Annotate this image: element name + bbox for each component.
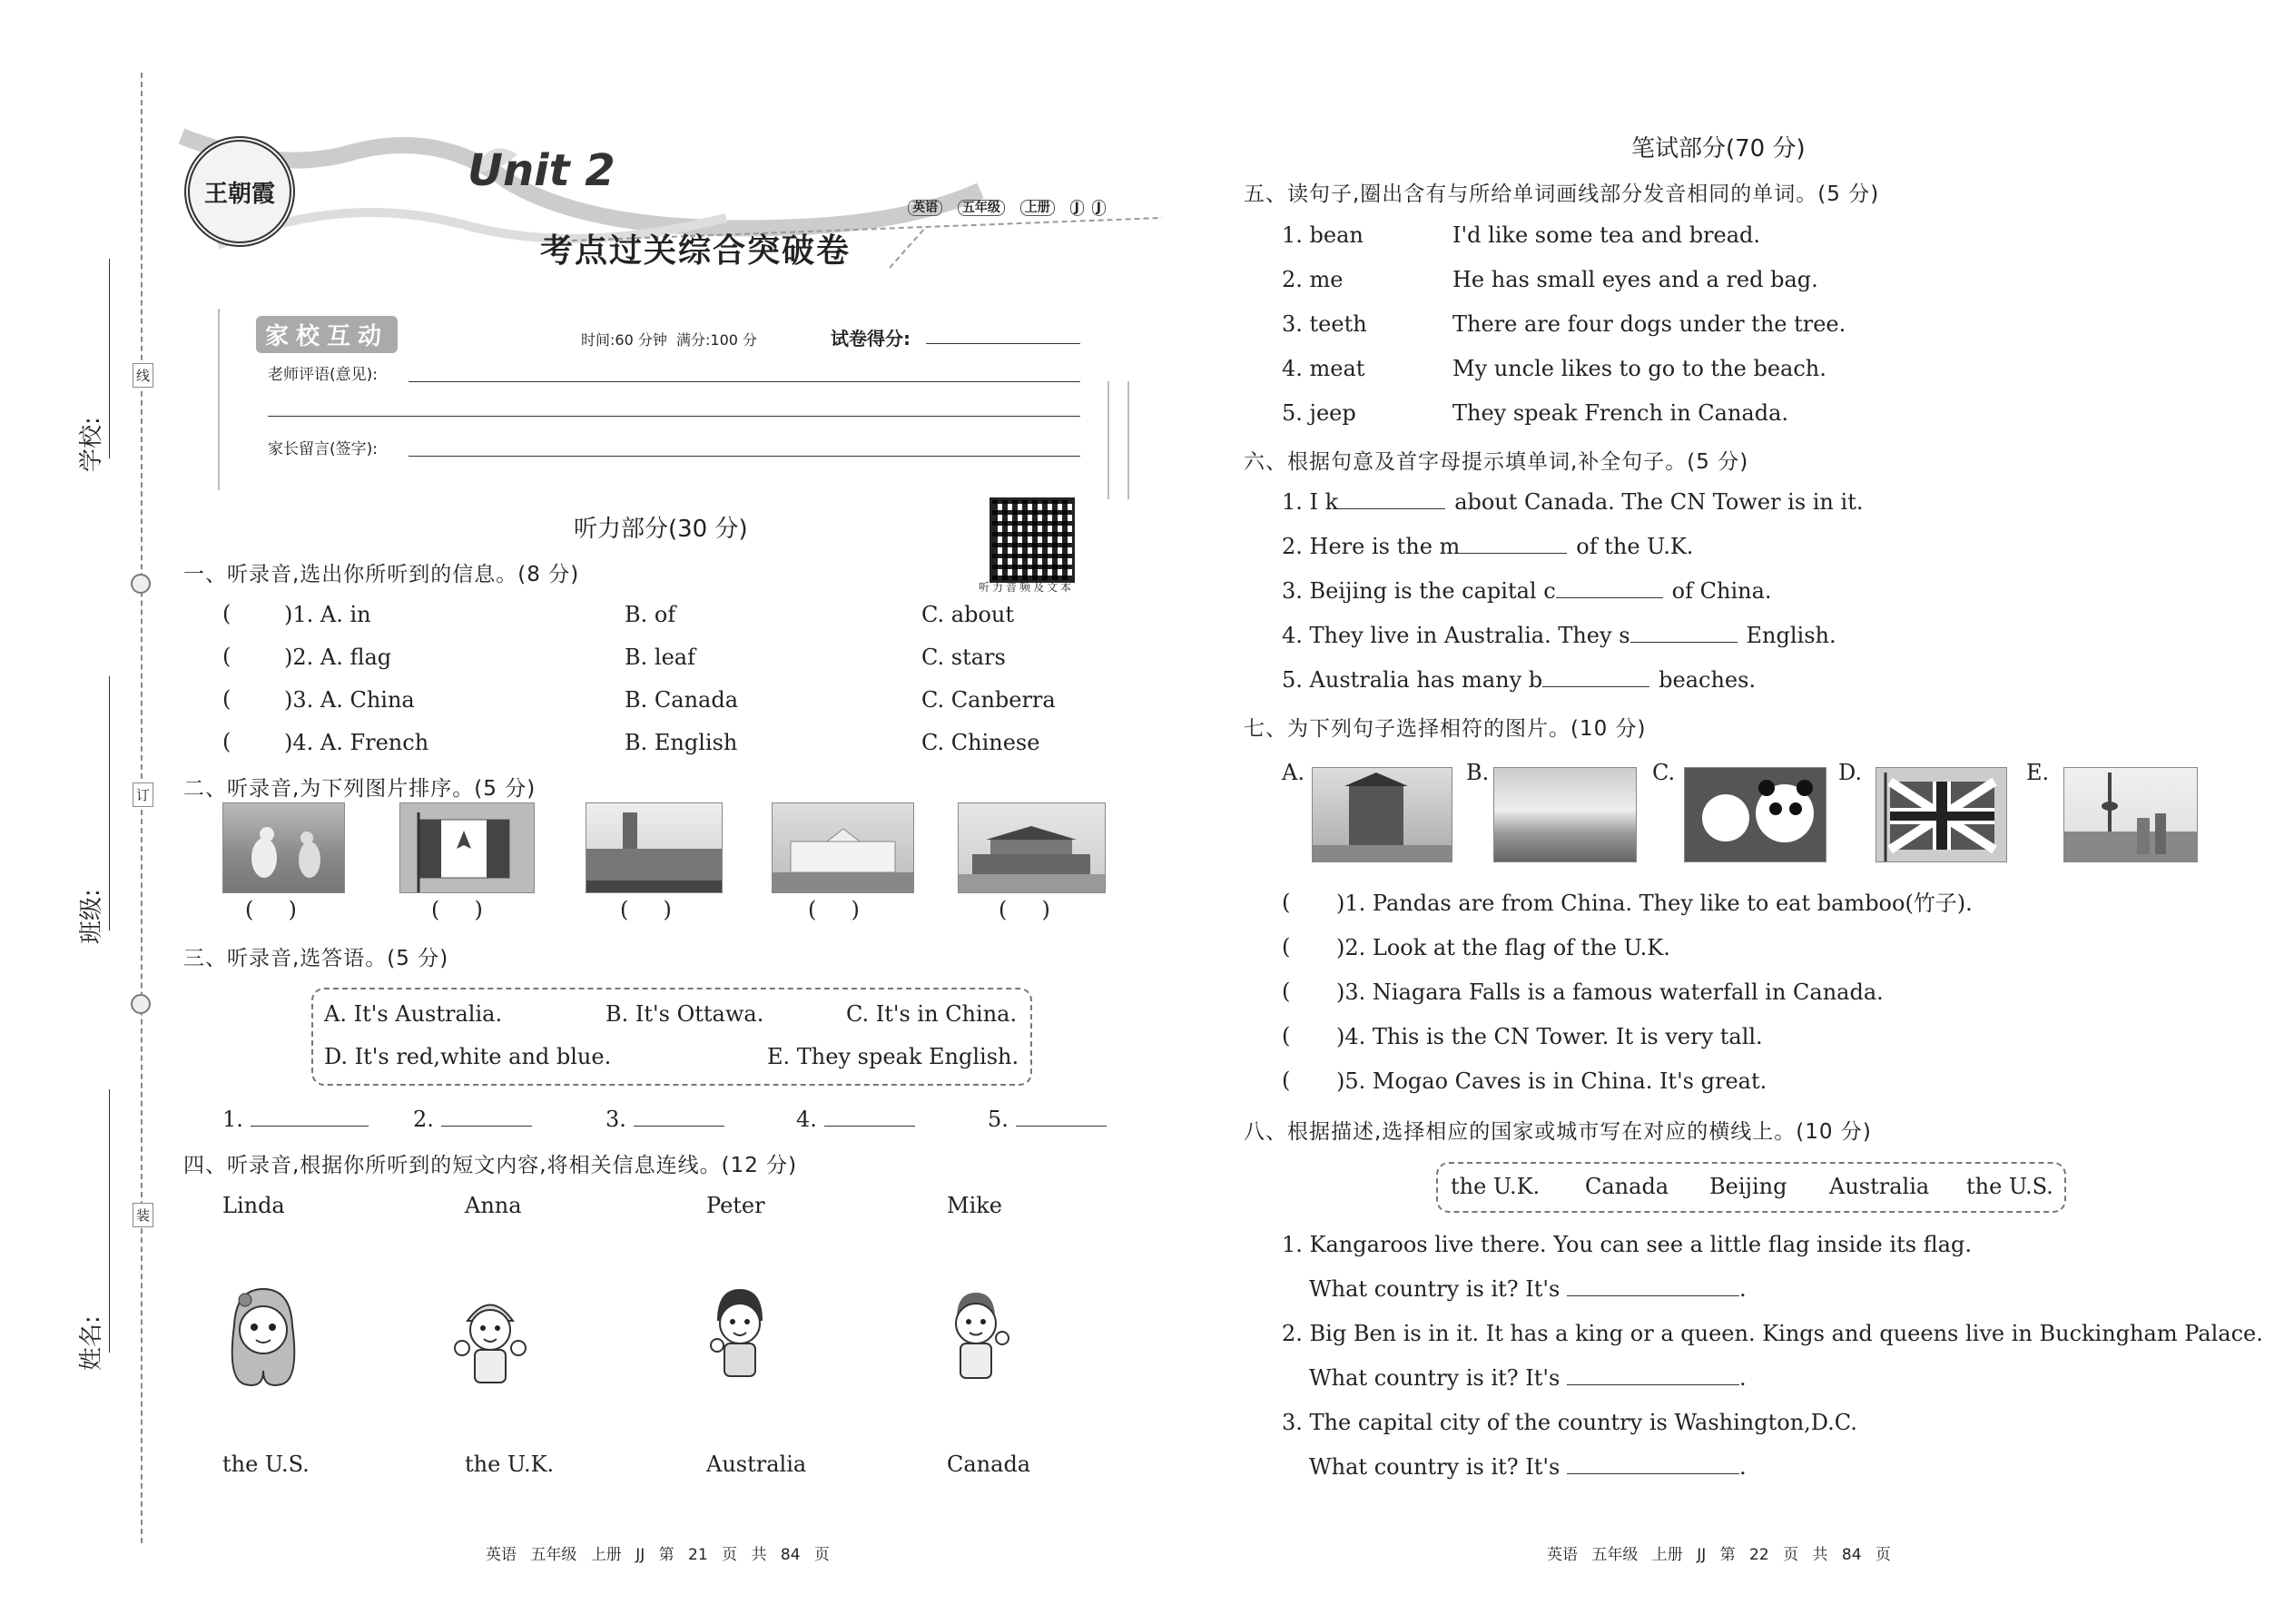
listening-title: 听力部分(30 分)	[574, 516, 748, 543]
parent-comment-label: 家长留言(签字):	[268, 440, 378, 458]
tag-grade: 五年级	[958, 200, 1005, 216]
mogao-caves-photo	[1312, 767, 1452, 862]
picture-label: D.	[1838, 760, 1863, 785]
class-line	[109, 676, 110, 930]
answer-bracket[interactable]: ( )	[808, 897, 860, 922]
s3-option-c: C. It's in China.	[846, 1001, 1018, 1027]
tag-edition-1: J	[1070, 200, 1084, 216]
name-line	[109, 1089, 110, 1353]
s5-word: 1. bean	[1282, 222, 1364, 248]
qr-code-icon[interactable]	[989, 497, 1075, 583]
bind-char: 订	[133, 782, 153, 807]
white-house-photo	[772, 802, 914, 893]
binding-hole-icon	[131, 574, 151, 594]
s6-row	[1282, 577, 1772, 605]
s1-option-b: B. English	[625, 730, 738, 755]
girl-linda-icon	[218, 1280, 309, 1389]
person-name: Linda	[222, 1193, 285, 1218]
s8-option: Australia	[1829, 1174, 1930, 1199]
home-school-label: 家校互动	[256, 316, 398, 353]
s6-suffix: beaches.	[1659, 667, 1757, 693]
s2-heading: 二、听录音,为下列图片排序。(5 分)	[183, 777, 537, 801]
pack-char: 装	[133, 1203, 153, 1227]
score-field[interactable]	[926, 343, 1080, 344]
s1-option-c: C. stars	[921, 645, 1006, 670]
logo-seal-icon	[184, 136, 295, 247]
s6-blank[interactable]	[1630, 622, 1738, 643]
s7-sentence: )1. Pandas are from China. They like to eat bamboo(竹子).	[1336, 891, 1973, 916]
s6-suffix: of the U.K.	[1576, 534, 1694, 559]
s8-option: Canada	[1585, 1174, 1669, 1199]
s8-answer-row: What country is it? It's .	[1309, 1454, 1747, 1480]
s6-suffix: English.	[1746, 623, 1836, 648]
s7-heading: 七、为下列句子选择相符的图片。(10 分)	[1244, 717, 1647, 741]
teacher-comment-field[interactable]	[409, 381, 1080, 382]
s8-option: the U.S.	[1966, 1174, 2053, 1199]
school-line	[109, 259, 110, 458]
s1-option-a: )3. A. China	[284, 687, 415, 713]
s1-heading: 一、听录音,选出你所听到的信息。(8 分)	[183, 563, 580, 586]
country-name: the U.K.	[465, 1452, 555, 1477]
blank-number: 3.	[605, 1107, 626, 1132]
footer-left: 英语 五年级 上册 JJ 第 21 页 共 84 页	[486, 1546, 830, 1564]
country-name: the U.S.	[222, 1452, 310, 1477]
tag-subject: 英语	[908, 200, 942, 216]
answer-bracket[interactable]: (	[222, 644, 231, 669]
parent-comment-field[interactable]	[409, 456, 1080, 457]
picture-label: C.	[1652, 760, 1676, 785]
picture-label: E.	[2026, 760, 2050, 785]
s5-sentence[interactable]: My uncle likes to go to the beach.	[1452, 356, 1826, 381]
s5-word: 4. meat	[1282, 356, 1365, 381]
s8-heading: 八、根据描述,选择相应的国家或城市写在对应的横线上。(10 分)	[1244, 1120, 1872, 1144]
writing-title: 笔试部分(70 分)	[1631, 135, 1806, 162]
s7-sentence: )2. Look at the flag of the U.K.	[1336, 935, 1670, 960]
s8-answer-row: What country is it? It's .	[1309, 1276, 1747, 1302]
cn-tower-photo	[2063, 767, 2198, 862]
s3-blank[interactable]	[222, 1106, 369, 1133]
book-tags	[908, 198, 1106, 216]
tag-edition-2: J	[1092, 200, 1106, 216]
s3-option-d: D. It's red,white and blue.	[324, 1044, 612, 1069]
s3-option-e: E. They speak English.	[767, 1044, 1019, 1069]
country-name: Australia	[706, 1452, 807, 1477]
tiananmen-photo	[958, 802, 1106, 893]
answer-bracket[interactable]: ( )	[620, 897, 672, 922]
blank-number: 4.	[796, 1107, 817, 1132]
big-ben-photo	[586, 802, 723, 893]
s8-question: 2. Big Ben is in it. It has a king or a queen. Kings and queens live in Buckingham Palace.	[1282, 1321, 2263, 1346]
s1-option-c: C. Chinese	[921, 730, 1040, 755]
kangaroo-photo	[222, 802, 345, 893]
s1-option-b: B. of	[625, 602, 676, 627]
s6-row	[1282, 488, 1863, 516]
binding-dashed-line	[141, 73, 143, 1543]
s6-prefix: 2. Here is the m	[1282, 534, 1461, 559]
deco-lines-left	[218, 309, 256, 490]
country-name: Canada	[947, 1452, 1031, 1477]
blank-number: 2.	[413, 1107, 434, 1132]
deco-lines-right	[1108, 381, 1129, 499]
s8-question: 1. Kangaroos live there. You can see a little flag inside its flag.	[1282, 1232, 1972, 1257]
s1-option-b: B. Canada	[625, 687, 739, 713]
s5-sentence[interactable]: There are four dogs under the tree.	[1452, 311, 1846, 337]
s7-sentence: )4. This is the CN Tower. It is very tall.	[1336, 1024, 1763, 1049]
s8-answer-row: What country is it? It's .	[1309, 1365, 1747, 1391]
s6-prefix: 4. They live in Australia. They s	[1282, 623, 1630, 648]
binding-hole-icon	[131, 994, 151, 1014]
s6-prefix: 1. I k	[1282, 489, 1339, 515]
s6-row	[1282, 622, 1836, 649]
girl-anna-icon	[449, 1284, 531, 1389]
s6-prefix: 3. Beijing is the capital c	[1282, 578, 1556, 604]
s6-suffix: of China.	[1671, 578, 1772, 604]
logo-text: 王朝霞	[203, 180, 275, 208]
s3-heading: 三、听录音,选答语。(5 分)	[183, 947, 449, 970]
answer-bracket[interactable]: ( )	[999, 897, 1050, 922]
s6-blank[interactable]	[1542, 666, 1649, 687]
s1-option-c: C. about	[921, 602, 1014, 627]
canada-flag-photo	[399, 802, 535, 893]
s6-suffix: about Canada. The CN Tower is in it.	[1454, 489, 1864, 515]
s8-question: 3. The capital city of the country is Washington,D.C.	[1282, 1410, 1857, 1435]
s8-answer-prompt: What country is it? It's	[1309, 1454, 1561, 1480]
s5-sentence[interactable]: They speak French in Canada.	[1452, 400, 1789, 426]
answer-bracket[interactable]: (	[1282, 1068, 1291, 1093]
s5-sentence[interactable]: I'd like some tea and bread.	[1452, 222, 1761, 248]
person-name: Anna	[465, 1193, 522, 1218]
person-name: Peter	[706, 1193, 765, 1218]
s8-answer-prompt: What country is it? It's	[1309, 1276, 1561, 1302]
s5-word: 3. teeth	[1282, 311, 1367, 337]
s8-option: the U.K.	[1451, 1174, 1541, 1199]
picture-label: B.	[1466, 760, 1490, 785]
s5-word: 2. me	[1282, 267, 1344, 292]
s4-heading: 四、听录音,根据你所听到的短文内容,将相关信息连线。(12 分)	[183, 1154, 798, 1177]
niagara-falls-photo	[1493, 767, 1637, 862]
blank-number: 5.	[988, 1107, 1009, 1132]
answer-bracket[interactable]: (	[222, 729, 231, 754]
answer-bracket[interactable]: ( )	[431, 897, 483, 922]
teacher-comment-label: 老师评语(意见):	[268, 366, 378, 384]
blank-number: 1.	[222, 1107, 243, 1132]
s8-answer-blank[interactable]	[1567, 1453, 1739, 1474]
boy-mike-icon	[935, 1280, 1017, 1384]
person-name: Mike	[947, 1193, 1002, 1218]
s3-blank[interactable]	[796, 1106, 915, 1133]
answer-bracket[interactable]: ( )	[245, 897, 297, 922]
s8-answer-prompt: What country is it? It's	[1309, 1365, 1561, 1391]
s8-answer-blank[interactable]	[1567, 1275, 1739, 1296]
s1-option-a: )2. A. flag	[284, 645, 392, 670]
s3-option-b: B. It's Ottawa.	[605, 1001, 764, 1027]
answer-bracket[interactable]: (	[1282, 1023, 1291, 1048]
school-label: 学校:	[78, 417, 105, 472]
s3-blank[interactable]	[988, 1106, 1107, 1133]
unit-title: Unit 2	[468, 145, 615, 196]
picture-label: A.	[1282, 760, 1305, 785]
s6-prefix: 5. Australia has many b	[1282, 667, 1543, 693]
line-char: 线	[133, 363, 153, 388]
answer-bracket[interactable]: (	[222, 686, 231, 712]
s8-option: Beijing	[1709, 1174, 1787, 1199]
s1-option-a: )1. A. in	[284, 602, 371, 627]
s1-option-c: C. Canberra	[921, 687, 1056, 713]
s6-blank[interactable]	[1460, 533, 1567, 554]
score-label: 试卷得分:	[831, 328, 911, 349]
s6-blank[interactable]	[1338, 488, 1445, 509]
s8-answer-blank[interactable]	[1567, 1364, 1739, 1385]
boy-peter-icon	[699, 1280, 781, 1384]
exam-title: 考点过关综合突破卷	[540, 231, 852, 270]
answer-bracket[interactable]: (	[1282, 979, 1291, 1004]
uk-flag-photo	[1876, 767, 2007, 862]
answer-bracket[interactable]: (	[222, 601, 231, 626]
teacher-comment-field-2[interactable]	[268, 416, 1080, 417]
s6-heading: 六、根据句意及首字母提示填单词,补全句子。(5 分)	[1244, 450, 1749, 474]
s3-option-a: A. It's Australia.	[324, 1001, 503, 1027]
answer-bracket[interactable]: (	[1282, 890, 1291, 915]
s7-sentence: )5. Mogao Caves is in China. It's great.	[1336, 1068, 1767, 1094]
s1-option-a: )4. A. French	[284, 730, 429, 755]
s3-blank[interactable]	[605, 1106, 724, 1133]
s5-word: 5. jeep	[1282, 400, 1356, 426]
footer-right: 英语 五年级 上册 JJ 第 22 页 共 84 页	[1547, 1546, 1891, 1564]
class-label: 班级:	[78, 889, 105, 944]
s7-sentence: )3. Niagara Falls is a famous waterfall in Canada.	[1336, 979, 1884, 1005]
s5-heading: 五、读句子,圈出含有与所给单词画线部分发音相同的单词。(5 分)	[1244, 182, 1880, 206]
name-label: 姓名:	[78, 1315, 105, 1371]
tag-volume: 上册	[1020, 200, 1055, 216]
answer-bracket[interactable]: (	[1282, 934, 1291, 960]
s6-row	[1282, 533, 1693, 560]
time-info: 时间:60 分钟 满分:100 分	[581, 331, 758, 349]
panda-photo	[1684, 767, 1826, 862]
s1-option-b: B. leaf	[625, 645, 695, 670]
s3-blank[interactable]	[413, 1106, 532, 1133]
s6-row	[1282, 666, 1756, 694]
s6-blank[interactable]	[1556, 577, 1663, 598]
s5-sentence[interactable]: He has small eyes and a red bag.	[1452, 267, 1818, 292]
qr-caption: 听力音频及文本	[979, 581, 1075, 594]
